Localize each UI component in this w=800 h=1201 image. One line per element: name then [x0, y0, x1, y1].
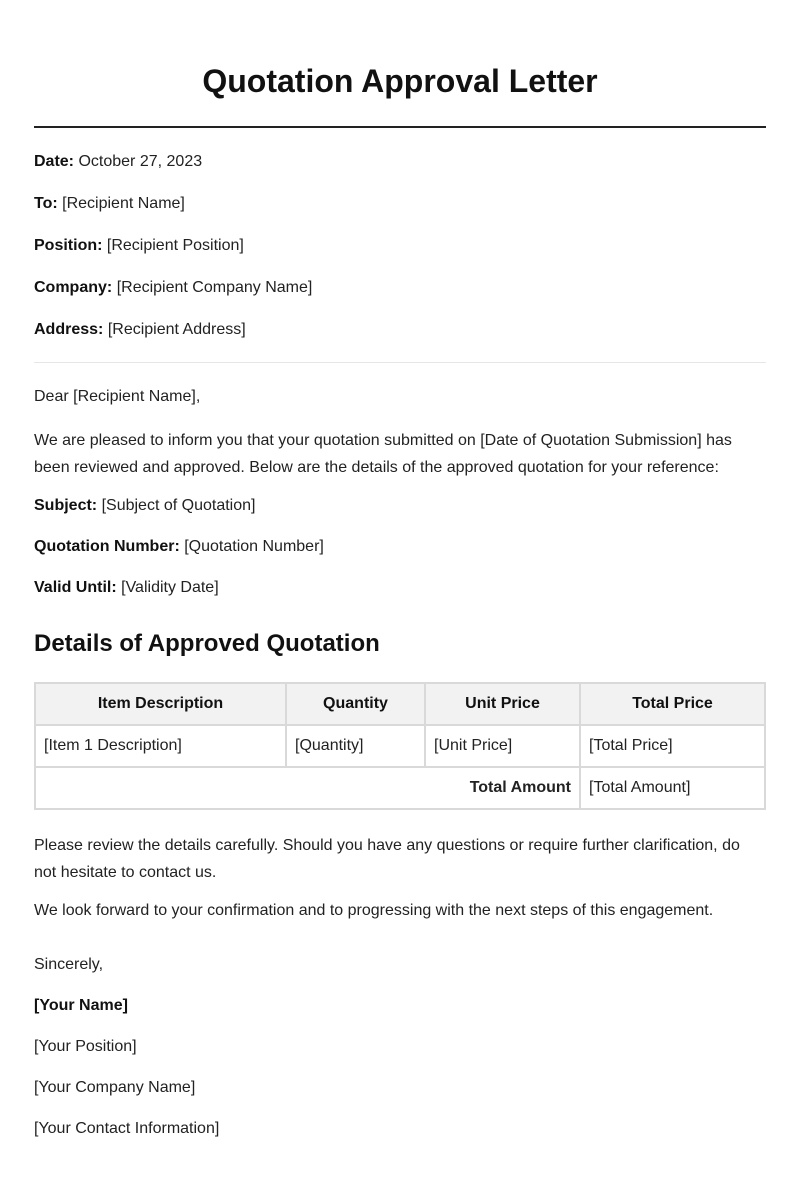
letter-page: [34, 0, 766, 1140]
valid-until-label: Valid Until:: [34, 579, 117, 596]
date-label: Date:: [34, 153, 75, 170]
quotation-number-value: [Quotation Number]: [184, 538, 324, 555]
to-line: [34, 193, 766, 215]
total-amount-label: Total Amount: [35, 767, 580, 809]
address-value: [Recipient Address]: [107, 321, 246, 338]
cell-quantity: [Quantity]: [286, 725, 425, 767]
forward-paragraph: We look forward to your confirmation and to progressing with the next steps of this engagement.: [34, 902, 714, 919]
column-header-total-price: Total Price: [580, 683, 765, 725]
subject-label: Subject:: [34, 497, 98, 514]
cell-unit-price: [Unit Price]: [425, 725, 580, 767]
subject-line: [34, 495, 766, 517]
subject-value: [Subject of Quotation]: [101, 497, 256, 514]
valid-until-line: [34, 577, 766, 599]
recipient-info: [34, 151, 766, 341]
sign-off: Sincerely,: [34, 956, 104, 973]
review-paragraph: Please review the details carefully. Should you have any questions or require further clarification, do not hesitate to contact us.: [34, 837, 740, 881]
quotation-table: [34, 682, 766, 810]
quotation-number-line: [34, 536, 766, 558]
company-line: [34, 277, 766, 299]
to-value: [Recipient Name]: [62, 195, 185, 212]
cell-item-description: [Item 1 Description]: [35, 725, 286, 767]
signature-block: [34, 954, 766, 1140]
section-divider: [34, 362, 766, 363]
column-header-quantity: Quantity: [286, 683, 425, 725]
signer-name: [Your Name]: [34, 997, 128, 1014]
signer-contact: [Your Contact Information]: [34, 1120, 220, 1137]
company-value: [Recipient Company Name]: [116, 279, 313, 296]
details-heading: Details of Approved Quotation: [34, 630, 380, 657]
position-value: [Recipient Position]: [106, 237, 244, 254]
signer-company: [Your Company Name]: [34, 1079, 196, 1096]
table-row: [35, 725, 765, 767]
valid-until-value: [Validity Date]: [121, 579, 219, 596]
table-total-row: [35, 767, 765, 809]
date-value: October 27, 2023: [78, 153, 203, 170]
cell-total-price: [Total Price]: [580, 725, 765, 767]
address-label: Address:: [34, 321, 104, 338]
page-title: Quotation Approval Letter: [202, 63, 598, 99]
position-line: [34, 235, 766, 257]
address-line: [34, 319, 766, 341]
to-label: To:: [34, 195, 58, 212]
date-line: [34, 151, 766, 173]
letter-body: [34, 386, 766, 599]
title-divider: [34, 126, 766, 128]
intro-paragraph: We are pleased to inform you that your quotation submitted on [Date of Quotation Submission] has been reviewed and approved. Below are the details of the approved quotation for your reference:: [34, 432, 732, 476]
total-amount-value: [Total Amount]: [580, 767, 765, 809]
column-header-unit-price: Unit Price: [425, 683, 580, 725]
signer-position: [Your Position]: [34, 1038, 137, 1055]
closing-text: [34, 832, 766, 922]
column-header-item-description: Item Description: [35, 683, 286, 725]
table-header-row: [35, 683, 765, 725]
quotation-number-label: Quotation Number:: [34, 538, 180, 555]
salutation: Dear [Recipient Name],: [34, 388, 201, 405]
position-label: Position:: [34, 237, 103, 254]
company-label: Company:: [34, 279, 113, 296]
